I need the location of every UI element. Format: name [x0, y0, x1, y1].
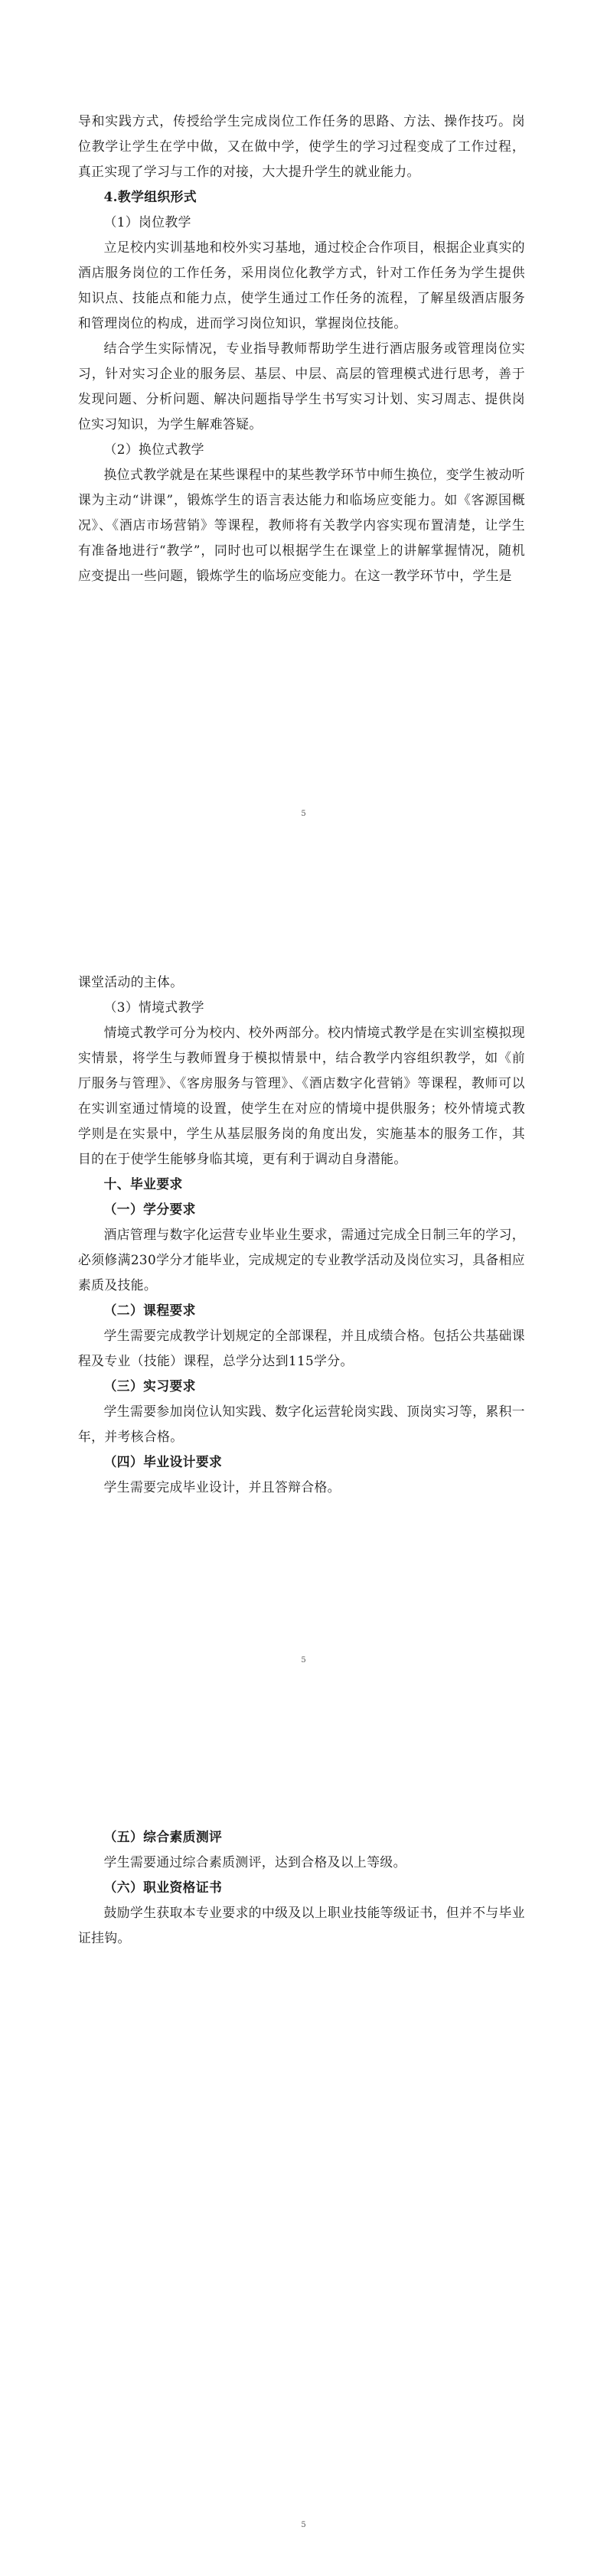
heading-credit-requirements: （一）学分要求: [103, 1202, 196, 1217]
course-requirements-paragraph: 学生需要完成教学计划规定的全部课程，并且成绩合格。包括公共基础课程及专业（技能）课程，总学分达到115学分。: [78, 1328, 525, 1368]
heading-vocational-certificate: （六）职业资格证书: [103, 1880, 223, 1895]
chapter-heading-graduation-requirements: 十、毕业要求: [103, 1176, 183, 1192]
heading-course-requirements: （二）课程要求: [103, 1303, 196, 1318]
page-number: 5: [301, 1656, 306, 1665]
subheading-role-swap-teaching: （2）换位式教学: [103, 442, 204, 457]
comprehensive-quality-paragraph: 学生需要通过综合素质测评，达到合格及以上等级。: [103, 1854, 406, 1870]
post-teaching-paragraph-1: 立足校内实训基地和校外实习基地，通过校企合作项目，根据企业真实的酒店服务岗位的工作任务，采用岗位化教学方式，针对工作任务为学生提供知识点、技能点和能力点，使学生通过工作任务的流程，了解星级酒店服务和管理岗位的构成，进而学习岗位知识，掌握岗位技能。: [78, 240, 525, 331]
page-1-content: [78, 109, 525, 589]
page-number: 5: [301, 810, 306, 818]
intro-paragraph: 导和实践方式，传授给学生完成岗位工作任务的思路、方法、操作技巧。岗位教学让学生在学中做，又在做中学，使学生的学习过程变成了工作过程，真正实现了学习与工作的对接，大大提升学生的就业能力。: [78, 113, 525, 179]
section-heading-teaching-organization: 4.教学组织形式: [103, 189, 197, 204]
role-swap-teaching-paragraph: 换位式教学就是在某些课程中的某些教学环节中师生换位，变学生被动听课为主动“讲课”，锻炼学生的语言表达能力和临场应变能力。如《客源国概况》、《酒店市场营销》等课程，教师将有关教学内容实现布置清楚，让学生有准备地进行“教学”，同时也可以根据学生在课堂上的讲解掌握情况，随机应变提出一些问题，锻炼学生的临场应变能力。在这一教学环节中，学生是: [78, 467, 525, 583]
post-teaching-paragraph-2: 结合学生实际情况，专业指导教师帮助学生进行酒店服务或管理岗位实习，针对实习企业的服务层、基层、中层、高层的管理模式进行思考，善于发现问题、分析问题、解决问题指导学生书写实习计划、实习周志、提供岗位实习知识，为学生解难答疑。: [78, 341, 525, 432]
subheading-post-teaching: （1）岗位教学: [103, 214, 191, 230]
heading-internship-requirements: （三）实习要求: [103, 1378, 196, 1394]
internship-requirements-paragraph: 学生需要参加岗位认知实践、数字化运营轮岗实践、顶岗实习等，累积一年，并考核合格。: [78, 1404, 525, 1444]
vocational-certificate-paragraph: 鼓励学生获取本专业要求的中级及以上职业技能等级证书，但并不与毕业证挂钩。: [78, 1905, 525, 1945]
graduation-design-paragraph: 学生需要完成毕业设计，并且答辩合格。: [103, 1479, 341, 1495]
page-number: 5: [301, 2521, 306, 2529]
page-1: [0, 0, 607, 859]
page-2-content: [78, 970, 525, 1500]
page-3: [0, 1717, 607, 2576]
heading-comprehensive-quality-assessment: （五）综合素质测评: [103, 1829, 223, 1844]
situational-teaching-paragraph: 情境式教学可分为校内、校外两部分。校内情境式教学是在实训室模拟现实情景，将学生与教师置身于模拟情景中，结合教学内容组织教学，如《前厅服务与管理》、《客房服务与管理》、《酒店数字化营销》等课程，教师可以在实训室通过情境的设置，使学生在对应的情境中提供服务；校外情境式教学则是在实景中，学生从基层服务岗的角度出发，实施基本的服务工作，其目的在于使学生能够身临其境，更有利于调动自身潜能。: [78, 1025, 525, 1166]
credit-requirements-paragraph: 酒店管理与数字化运营专业毕业生要求，需通过完成全日制三年的学习，必须修满230学分才能毕业，完成规定的专业教学活动及岗位实习，具备相应素质及技能。: [78, 1227, 525, 1293]
subheading-situational-teaching: （3）情境式教学: [103, 999, 204, 1015]
continued-paragraph: 课堂活动的主体。: [78, 974, 184, 990]
page-2: [0, 859, 607, 1717]
page-3-content: [78, 1824, 525, 1951]
heading-graduation-design-requirements: （四）毕业设计要求: [103, 1454, 223, 1469]
